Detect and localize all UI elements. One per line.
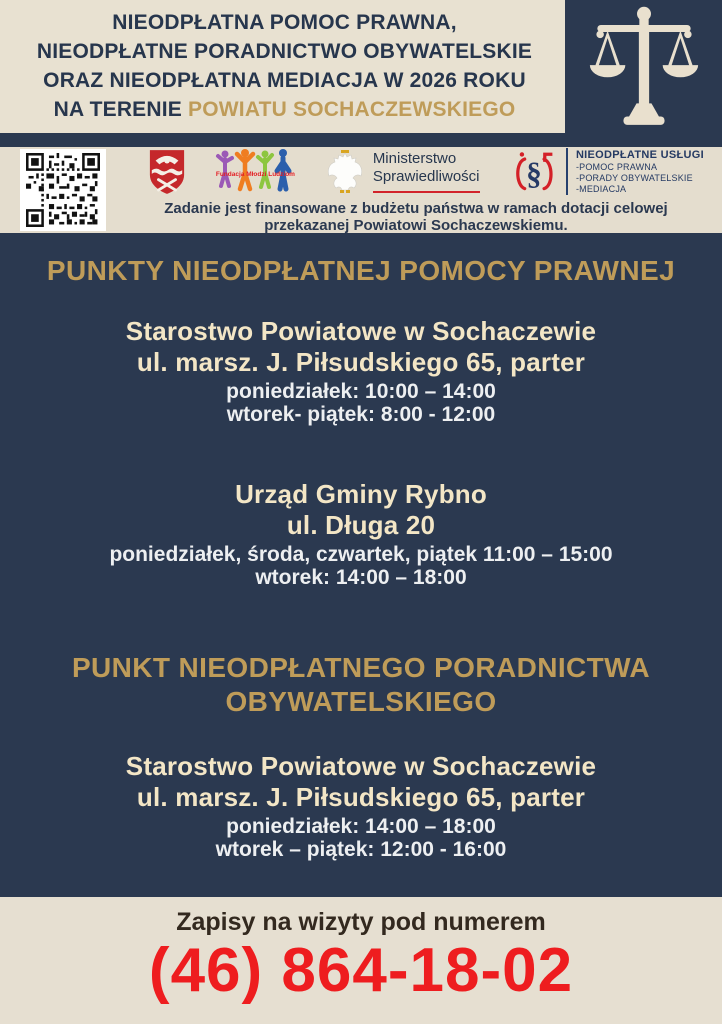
location-name-line-1: Starostwo Powiatowe w Sochaczewie <box>125 751 597 781</box>
header-line-1: NIEODPŁATNA POMOC PRAWNA, <box>112 10 457 34</box>
schedule-line-1: poniedziałek, środa, czwartek, piątek 11:00 – 15:00 <box>109 543 613 566</box>
header-row <box>0 0 722 133</box>
appointments-label: Zapisy na wizyty pod numerem <box>176 908 546 936</box>
section-heading-civic-counseling: PUNKT NIEODPŁATNEGO PORADNICTWA OBYWATELSKIEGO <box>71 652 651 717</box>
location-starostwo-2 <box>0 751 722 861</box>
main-content <box>0 233 722 861</box>
location-schedule <box>0 543 722 589</box>
scales-of-justice-icon <box>588 5 700 129</box>
schedule-line-2: wtorek – piątek: 12:00 - 16:00 <box>215 838 507 861</box>
qr-code <box>20 149 106 231</box>
ministry-logo <box>325 149 480 194</box>
header-line-2: NIEODPŁATNE PORADNICTWO OBYWATELSKIE <box>36 39 533 63</box>
ministry-line-1: Ministerstwo <box>372 150 457 167</box>
location-name-line-1: Urząd Gminy Rybno <box>235 479 487 509</box>
location-name <box>0 479 722 541</box>
header-line-4-prefix: NA TERENIE <box>53 97 189 121</box>
ministry-line-2: Sprawiedliwości <box>372 168 480 185</box>
services-item-2: -PORADY OBYWATELSKIE <box>575 173 693 183</box>
section-heading-legal-aid: PUNKTY NIEODPŁATNEJ POMOCY PRAWNEJ <box>46 255 676 286</box>
funding-line-2: przekazanej Powiatowi Sochaczewskiemu. <box>264 216 568 234</box>
paragraph-glyph: § <box>526 155 542 191</box>
schedule-line-2: wtorek- piątek: 8:00 - 12:00 <box>226 403 496 426</box>
scales-panel <box>565 0 722 133</box>
schedule-line-1: poniedziałek: 10:00 – 14:00 <box>226 380 496 403</box>
header-line-4 <box>14 95 555 124</box>
footer <box>0 897 722 1024</box>
location-name <box>0 316 722 378</box>
location-address: ul. marsz. J. Piłsudskiego 65, parter <box>136 782 586 812</box>
polish-eagle-icon <box>325 149 365 194</box>
logos-row <box>120 147 712 197</box>
fundacja-logo <box>215 148 295 196</box>
location-schedule <box>0 815 722 861</box>
services-logo <box>509 148 704 196</box>
phone-number: (46) 864-18-02 <box>148 936 574 1005</box>
services-item-3: -MEDIACJA <box>575 184 627 194</box>
header-title-box <box>0 0 565 133</box>
location-name <box>0 751 722 813</box>
header-line-3: ORAZ NIEODPŁATNA MEDIACJA W 2026 ROKU <box>43 68 526 92</box>
logo-band-right <box>120 147 712 234</box>
location-address: ul. Długa 20 <box>286 510 436 540</box>
schedule-line-2: wtorek: 14:00 – 18:00 <box>255 566 467 589</box>
services-title: NIEODPŁATNE USŁUGI <box>575 149 704 161</box>
ministry-label <box>373 150 480 193</box>
funding-statement <box>120 200 712 234</box>
header-line-4-highlight: POWIATU SOCHACZEWSKIEGO <box>188 97 516 121</box>
qr-code-icon <box>26 153 100 227</box>
open-book-paragraph-icon <box>509 148 557 196</box>
fundacja-label: Fundacja Młodzi Ludziom <box>215 170 295 178</box>
navy-divider <box>0 133 722 147</box>
schedule-line-1: poniedziałek: 14:00 – 18:00 <box>226 815 496 838</box>
powiat-sochaczewski-crest-icon <box>148 148 186 196</box>
funding-line-1: Zadanie jest finansowane z budżetu państwa w ramach dotacji celowej <box>164 199 668 217</box>
location-starostwo-1 <box>0 316 722 426</box>
logo-band <box>0 147 722 233</box>
location-schedule <box>0 380 722 426</box>
location-name-line-1: Starostwo Powiatowe w Sochaczewie <box>125 316 597 346</box>
services-item-1: -POMOC PRAWNA <box>575 162 658 172</box>
location-address: ul. marsz. J. Piłsudskiego 65, parter <box>136 347 586 377</box>
services-text <box>566 148 704 195</box>
location-rybno <box>0 479 722 589</box>
